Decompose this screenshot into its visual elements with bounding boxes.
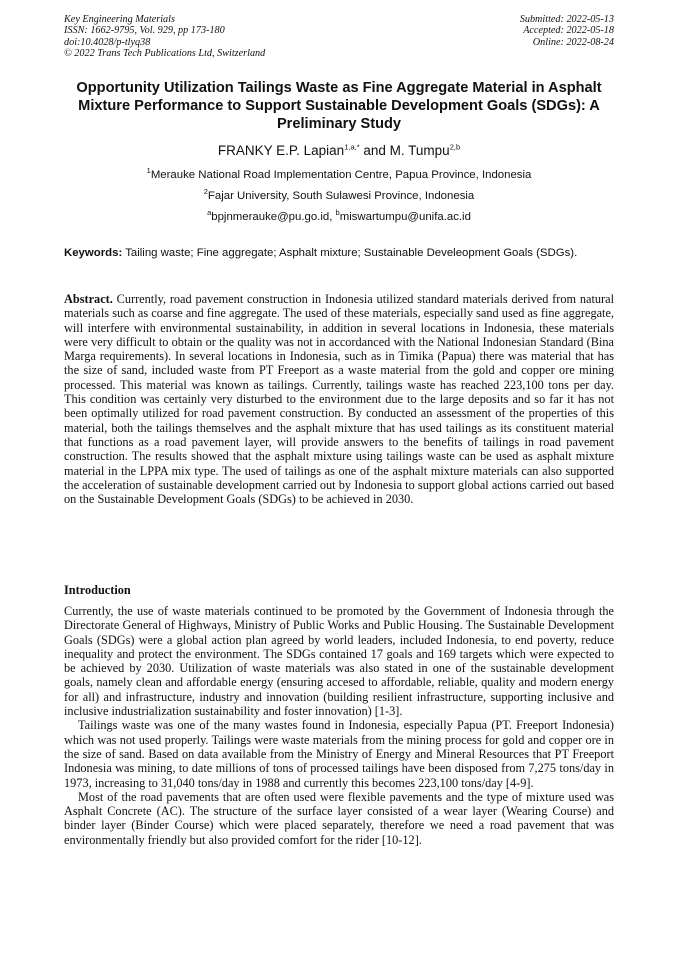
email-b-sup: b — [335, 208, 340, 218]
intro-paragraph-3: Most of the road pavements that are often used were flexible pavements and the type of mixture used was Asphalt Concrete (AC). The structure of the surface layer consisted of a wear layer (Wearing Course) and binder layer (Binder Course) which were placed separately, therefore we need a road pavement that was environmentally friendly but also provided comfort for the rider [10-12]. — [64, 789, 614, 847]
issn-line: ISSN: 1662-9795, Vol. 929, pp 173-180 — [64, 25, 225, 37]
author-1-sup: 1,a,* — [344, 142, 360, 152]
accepted-date: Accepted: 2022-05-18 — [523, 25, 614, 37]
affiliation-2-sup: 2 — [203, 187, 208, 197]
submitted-date: Submitted: 2022-05-13 — [519, 14, 614, 25]
copyright-line: © 2022 Trans Tech Publications Ltd, Switzerland — [64, 48, 266, 60]
author-2-sup: 2,b — [449, 142, 461, 152]
doi-line: doi:10.4028/p-tlyq38 — [64, 36, 151, 48]
abstract-text: Currently, road pavement construction in Indonesia utilized standard materials derived from natural materials such as coarse and fine aggregate. The used of these materials, especially sand used as fine aggregate, will interfere with environmental sustainability, in addition in several locations in Indonesia, these materials were very difficult to obtain or the quality was not in accordanced with the National Indonesian Standard (Bina Marga requirements). In several locations in Indonesia, such as in Timika (Papua) there was material that has the size of sand, included waste from PT Freeport as a waste material from the gold and copper ore mining processed. This material was known as tailings. Currently, tailings waste has reached 223,100 tons per day. This condition was certainly very disturbed to the environment due to the large deposits and so far it has not been optimally utilized for road pavement construction. By conducted an assessment of the properties of this material, both the tailings themselves and the asphalt mixture that has used tailings as its constituent material that functions as a road pavement layer, will provide answers to the benefits of tailings in road pavement construction. The results showed that the asphalt mixture using tailings waste can be used as asphalt mixture material in the LPPA mix type. The used of tailings as one of the asphalt mixture materials can also supported the acceleration of sustainable development carried out by Indonesia to support global actions carried out based on the Sustainable Development Goals (SDGs) to be achieved in 2030. — [64, 292, 614, 507]
affiliation-1 — [64, 168, 614, 182]
affiliation-1-text: Merauke National Road Implementation Centre, Papua Province, Indonesia — [150, 169, 532, 181]
journal-info — [64, 14, 265, 60]
intro-paragraph-1: Currently, the use of waste materials continued to be promoted by the Government of Indonesia through the Directorate General of Highways, Ministry of Public Works and Public Housing. The Sustainable Development Goals (SDGs) were a global action plan agreed by world leaders, included Indonesia, to end poverty, reduce inequality and protect the environment. The SDGs contained 17 goals and 169 targets which were expected to be achieved by 2030. Utilization of waste materials was also stated in one of the sustainable development goals, namely clean and affordable energy (ensuring accesed to affordable, reliable, quality and modern energy for all) and infrastructure, industry and innovation (building resilient infrastructure, supporting inclusive and inclusive industrialization sustainability and foster innovation) [1-3]. — [64, 604, 614, 719]
abstract-block — [64, 292, 614, 506]
introduction-body — [64, 604, 614, 847]
abstract-label: Abstract. — [64, 292, 113, 306]
affiliation-1-sup: 1 — [146, 166, 151, 176]
email-b: miswartumpu@unifa.ac.id — [339, 211, 471, 223]
email-a-sup: a — [207, 208, 212, 218]
keywords-block — [64, 246, 614, 260]
author-conjunction: and — [359, 143, 390, 158]
emails-line — [64, 210, 614, 224]
author-1-name: FRANKY E.P. Lapian — [217, 143, 345, 158]
email-a: bpjnmerauke@pu.go.id, — [211, 211, 336, 223]
introduction-heading: Introduction — [64, 583, 131, 597]
keywords-label: Keywords: — [64, 247, 123, 259]
online-date: Online: 2022-08-24 — [532, 36, 614, 48]
keywords-text: Tailing waste; Fine aggregate; Asphalt mixture; Sustainable Develeopment Goals (SDGs). — [122, 247, 578, 259]
journal-name: Key Engineering Materials — [64, 14, 175, 25]
affiliation-2-text: Fajar University, South Sulawesi Province, Indonesia — [207, 190, 475, 202]
affiliation-2 — [64, 189, 614, 203]
authors-line — [64, 142, 614, 159]
dates-info — [520, 14, 614, 48]
intro-paragraph-2: Tailings waste was one of the many wastes found in Indonesia, especially Papua (PT. Freeport Indonesia) which was not used properly. Tailings were waste materials from the mining process for gold and copper ore in the size of sand. Based on data available from the Ministry of Energy and Mineral Resources that PT Freeport Indonesia was mining, to date millions of tons of processed tailings have been disposed from 7,275 tons/day in 1973, increasing to 31,040 tons/day in 1988 and currently this becomes 223,100 tons/day [4-9]. — [64, 718, 614, 790]
author-2-name: M. Tumpu — [389, 143, 450, 158]
paper-title: Opportunity Utilization Tailings Waste as Fine Aggregate Material in Asphalt Mixture Performance to Support Sustainable Development Goals (SDGs): A Preliminary Study — [76, 80, 602, 132]
